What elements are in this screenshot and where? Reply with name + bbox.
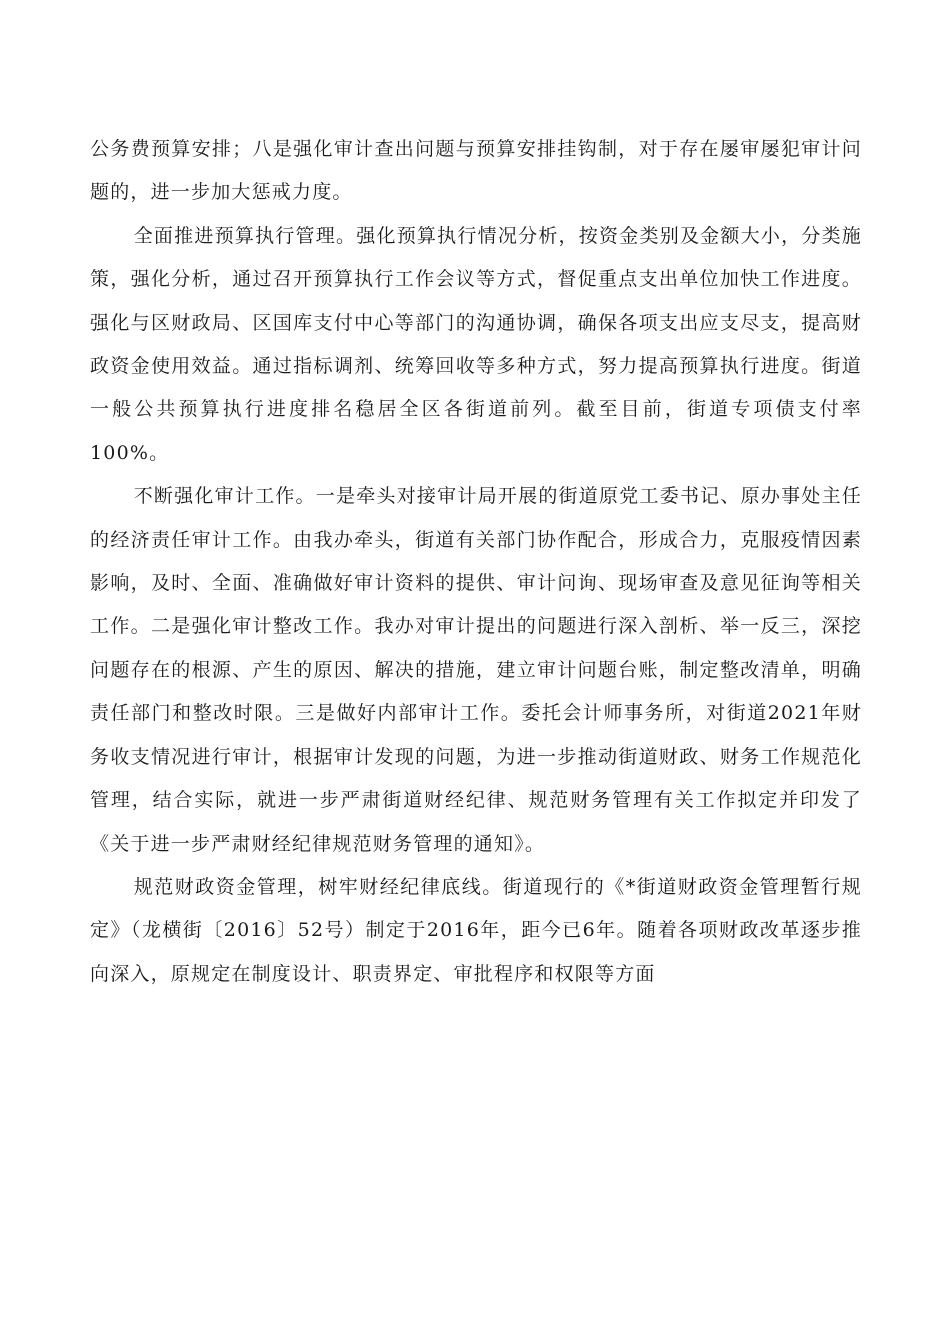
paragraph-budget-allocation: 公务费预算安排；八是强化审计查出问题与预算安排挂钩制，对于存在屡审屡犯审计问题的，进一步加大惩戒力度。: [90, 138, 862, 204]
paragraph-fund-management: 规范财政资金管理，树牢财经纪律底线。街道现行的《*街道财政资金管理暂行规定》（龙横街〔2016〕52号）制定于2016年，距今已6年。随着各项财政改革逐步推向深入，原规定在制度设计、职责界定、审批程序和权限等方面: [90, 875, 862, 985]
document-page: [90, 128, 862, 996]
paragraph-budget-execution: 全面推进预算执行管理。强化预算执行情况分析，按资金类别及金额大小，分类施策，强化分析，通过召开预算执行工作会议等方式，督促重点支出单位加快工作进度。强化与区财政局、区国库支付中心等部门的沟通协调，确保各项支出应支尽支，提高财政资金使用效益。通过指标调剂、统筹回收等多种方式，努力提高预算执行进度。街道一般公共预算执行进度排名稳居全区各街道前列。截至目前，街道专项债支付率100%。: [90, 224, 862, 464]
paragraph-audit-work: 不断强化审计工作。一是牵头对接审计局开展的街道原党工委书记、原办事处主任的经济责任审计工作。由我办牵头，街道有关部门协作配合，形成合力，克服疫情因素影响，及时、全面、准确做好审计资料的提供、审计问询、现场审查及意见征询等相关工作。二是强化审计整改工作。我办对审计提出的问题进行深入剖析、举一反三，深挖问题存在的根源、产生的原因、解决的措施，建立审计问题台账，制定整改清单，明确责任部门和整改时限。三是做好内部审计工作。委托会计师事务所，对街道2021年财务收支情况进行审计，根据审计发现的问题，为进一步推动街道财政、财务工作规范化管理，结合实际，就进一步严肃街道财经纪律、规范财务管理有关工作拟定并印发了《关于进一步严肃财经纪律规范财务管理的通知》。: [90, 485, 862, 855]
